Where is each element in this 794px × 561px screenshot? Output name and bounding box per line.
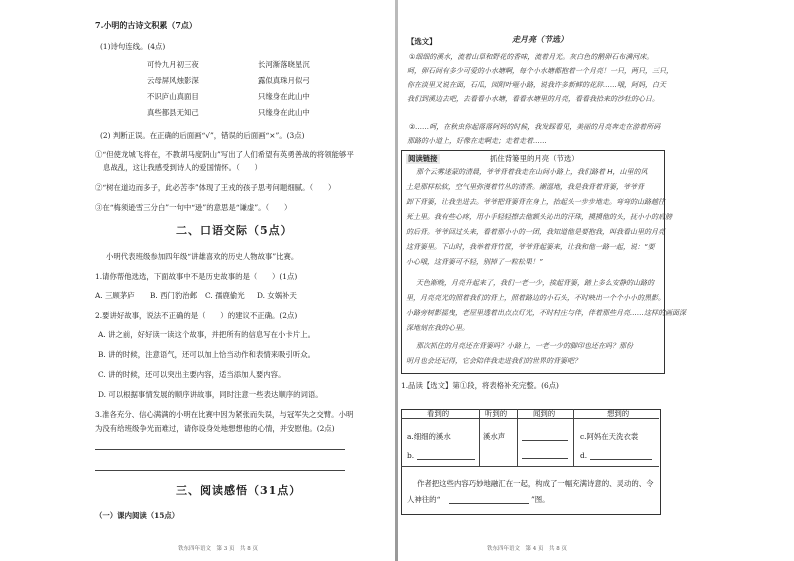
table-cell-hear: 溪水声: [483, 432, 506, 441]
link-line-10: 小路旁树影摇曳，老屋里透着出点点灯光，不时村庄与伴，伴着那些月亮……这样的画面深: [406, 309, 686, 317]
link-tag: 阅读链接: [408, 154, 438, 163]
oral-q2-opt-a: A. 讲之前，好好读一读这个故事，并把所有的信息写在小卡片上。: [98, 330, 315, 339]
excerpt-line-5: ②……呵，在秋虫你起落落阿妈的时候，我发踩看见，美丽的月亮奔走在游着所码: [409, 123, 661, 131]
table-summary-2: 人神往的“: [407, 495, 441, 504]
answer-line[interactable]: [95, 449, 345, 450]
link-line-12: 那次抓住的月亮还在背篓吗？小路上，一老一少的脚印也还在吗？那份: [416, 342, 633, 350]
poem-right-3: 只缘身在此山中: [258, 92, 310, 101]
table-cell-think-c: c.阿妈在天洗衣裳: [580, 432, 639, 441]
q7-sub1: (1)诗句连线。(4点): [100, 42, 166, 51]
excerpt-line-6: 那路的小道上，好像在走啊走；走着走着……: [407, 137, 547, 145]
poem-left-4: 真些都县无知己: [147, 108, 199, 117]
poem-left-2: 云母屏风烛影深: [147, 76, 199, 85]
reading-link-box: [401, 150, 686, 374]
link-line-13: 明月也会还记得，它会陪伴我走进我们的世界的背篓吧？: [406, 357, 581, 365]
poem-left-3: 不识庐山真面目: [147, 92, 199, 101]
link-line-6: 这背篓里。下山时，我举着背竹筐，爷爷背起篓来，让我和他一路一起，说：“要: [406, 243, 655, 251]
oral-q1: 1.请你帮他选选，下面故事中不是历史故事的是（ ）(1点): [95, 272, 298, 281]
link-line-5: 的后背。爷爷回过头来，看着那小小的一团，我知道他是要抱我，叫我看山里的月亮: [406, 228, 665, 236]
page-footer: 铁东四年语文 第 4 页 共 8 页: [487, 546, 567, 552]
q7-title: 7.小明的古诗文积累（7点）: [95, 20, 197, 30]
table-header-see: 看到的: [427, 409, 450, 418]
sub-reading-title: （一）课内阅读（15点）: [95, 511, 180, 520]
answer-line[interactable]: [95, 470, 345, 471]
link-line-3: 卸下背篓，让我坐进去。爷爷把背篓背在身上，抬起头一步步地走。弯弯的山路越往: [406, 198, 665, 206]
oral-opt-b: B. 西门豹治邺: [150, 291, 198, 300]
poem-right-4: 只缘身在此山中: [258, 108, 310, 117]
excerpt-tag: 【选文】: [407, 37, 437, 46]
answer-blank[interactable]: [522, 440, 568, 441]
page-footer: 铁东四年语文 第 3 页 共 8 页: [178, 546, 258, 552]
judge-2: ②“树在道边而多子，此必苦李”体现了王戎的孩子思考问题细腻。（ ）: [95, 183, 336, 192]
excerpt-line-3: 你在淡里又说在面，石瓜，园附叶哑小路，说我许多新鲜的花辞……哦，阿妈，白天: [407, 81, 666, 89]
oral-intro: 小明代表班级参加四年级“讲雄喜欢的历史人物故事”比赛。: [106, 252, 299, 261]
oral-q2-opt-c: C. 讲的时候，还可以突出主要内容，适当添加人要内容。: [98, 370, 286, 379]
oral-opt-d: D. 女娲补天: [257, 291, 297, 300]
table-header-think: 想到的: [607, 409, 630, 418]
table-divider: [517, 409, 518, 467]
poem-left-1: 可怜九月初三夜: [147, 60, 199, 69]
link-title: 抓住背篓里的月亮（节选）: [490, 154, 579, 163]
section-2-title: 二、口语交际（5点）: [176, 224, 293, 237]
judge-1b: 息战乱，这让我感受到诗人的爱国情怀。（ ）: [103, 163, 262, 172]
poem-right-2: 露似真珠月似弓: [258, 76, 310, 85]
table-divider: [479, 409, 480, 467]
answer-blank[interactable]: [449, 503, 529, 504]
link-line-8: 天色渐晚，月亮升起来了，我们一老一少，挨起背篓，踏上多么安静的山路的: [416, 279, 654, 287]
link-line-2: 土是那样松软，空气里弥漫着竹丛的清香。潮湿地，我是我背着背篓，爷爷背: [406, 183, 644, 191]
oral-q2-opt-b: B. 讲的时候，注意语气，还可以加上恰当动作和表情来吸引听众。: [98, 350, 316, 359]
answer-blank[interactable]: [417, 459, 475, 460]
table-cell-see-a: a.细细的溪水: [407, 432, 451, 441]
oral-q2: 2.要讲好故事，说法不正确的是（ ）的建议不正确。(2点): [95, 311, 298, 320]
table-summary-end: ”图。: [531, 495, 550, 504]
answer-blank[interactable]: [522, 458, 568, 459]
judge-1a: ①“但使龙城飞将在，不教胡马度阴山”写出了人们希望有英勇善战的将领能够平: [95, 150, 354, 159]
oral-q3-line2: 为没有给班级争光而难过，请你设身处地想想他的心情，并安慰他。(2点): [95, 424, 335, 433]
link-line-9: 里，月亮亮光的照着我们的背上，照着路边的小石头，不时映出一个个小小的黑影。: [406, 294, 665, 302]
table-summary: 作者把这些内容巧妙地融汇在一起，构成了一幅充满诗意的、灵动的、令: [417, 479, 654, 488]
q1-title: 1.品读【选文】第①段，将表格补充完整。(6点): [401, 381, 559, 390]
oral-q2-opt-d: D. 可以根据事情发展的顺序讲故事，同时注意一些表达顺序的词语。: [98, 390, 323, 399]
link-line-1: 那个云雾迷蒙的清晨，爷爷背着我走在山间小路上，我们路着 H，山里的风: [416, 168, 648, 176]
q7-sub2: (2) 判断正误。在正确的后面画“√”，错误的后面画“×”。(3点): [100, 131, 305, 140]
section-3-title: 三、阅读感悟（31点）: [176, 484, 302, 497]
poem-right-1: 长河渐落晓星沉: [258, 60, 310, 69]
table-divider: [573, 409, 574, 467]
link-line-11: 深地刻在我的心里。: [406, 324, 469, 332]
table-header-smell: 闻到的: [533, 409, 556, 418]
page-right: [397, 0, 794, 561]
table-cell-see-b: b.: [407, 451, 415, 460]
answer-blank[interactable]: [590, 459, 652, 460]
oral-opt-a: A. 三顾茅庐: [95, 291, 135, 300]
link-line-4: 死土里。我有些心疼，用小手轻轻擦去他额头沁出的汗珠，摸摸他的头，抚小小的肩膀: [406, 213, 672, 221]
judge-3: ③在“梅须逊雪三分白”一句中“逊”的意思是“谦虚”。（ ）: [95, 203, 292, 212]
oral-q3-line1: 3.准各充分、信心满满的小明在比赛中因为紧张而失误，与冠军失之交臂。小明: [95, 410, 354, 419]
table-header-hear: 听到的: [485, 409, 508, 418]
excerpt-line-1: ①细细的溪水，流着山草和野花的香味，流着月光。灰白色的鹅卵石布满河床。: [409, 53, 654, 61]
excerpt-title: 走月亮（节选）: [512, 35, 568, 44]
oral-opt-c: C. 孺鹿偷光: [205, 291, 245, 300]
link-line-7: 小心哦，这背篓可不轻，别掉了一粒松果！”: [406, 258, 543, 266]
table-cell-think-d: d.: [580, 451, 588, 460]
excerpt-line-4: 我们到溪边去吧，去看看小水塘，看看水塘里的月亮，看看我拾来的沙牡的心日。: [407, 95, 659, 103]
table-divider: [401, 466, 659, 467]
excerpt-line-2: 呵，卵石间有多少可爱的小水塘啊，每个小水塘都抱着一个月亮！一只，两只，三只，: [407, 67, 673, 75]
